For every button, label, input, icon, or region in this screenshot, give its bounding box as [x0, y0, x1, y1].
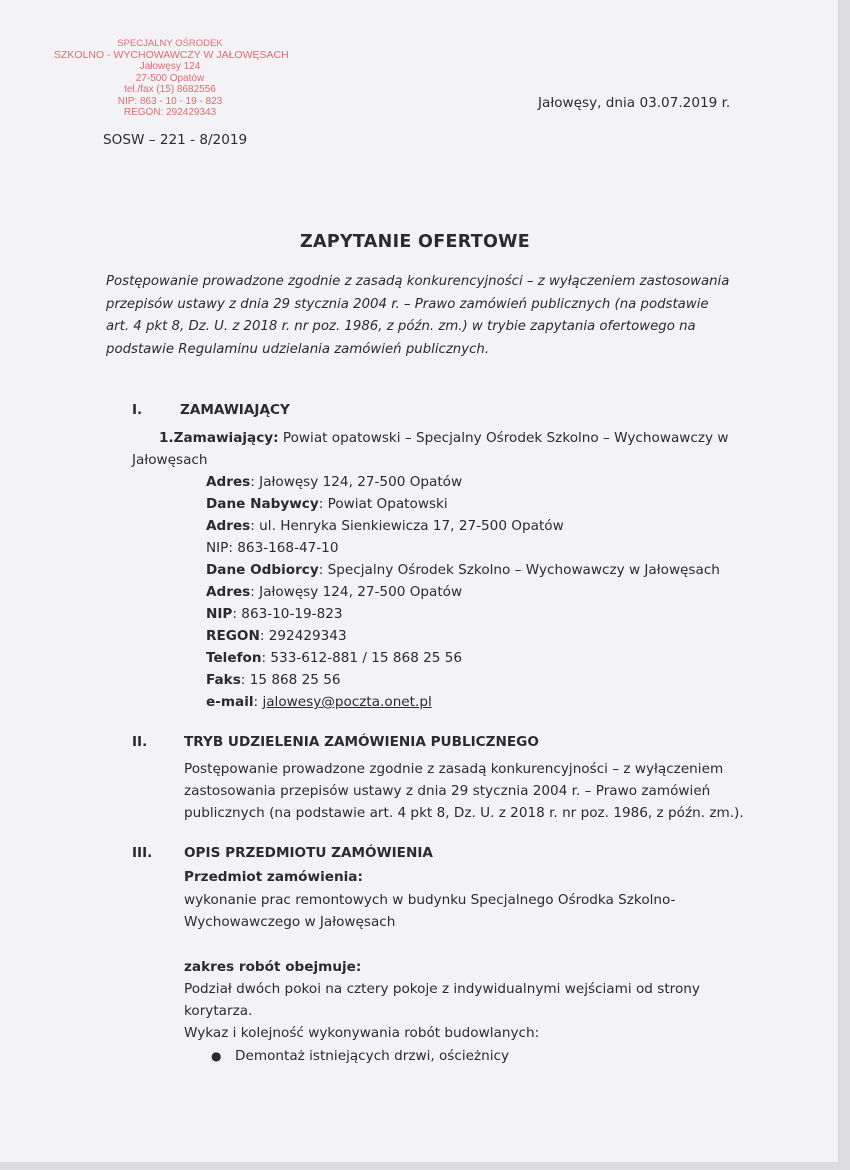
page-edge-bottom	[0, 1162, 850, 1170]
intro-line: art. 4 pkt 8, Dz. U. z 2018 r. nr poz. 1986, z późn. zm.) w trybie zapytania ofertowego na	[106, 319, 696, 334]
field-value: : Powiat Opatowski	[318, 496, 448, 512]
email-link[interactable]: jalowesy@poczta.onet.pl	[262, 694, 432, 710]
info-row	[206, 669, 341, 691]
info-row	[206, 603, 343, 625]
field-label: Dane Odbiorcy	[206, 562, 319, 578]
field-value: Powiat opatowski – Specjalny Ośrodek Szkolno – Wychowawczy w	[278, 430, 729, 446]
bullet-icon: ●	[211, 1049, 222, 1063]
info-row	[206, 691, 432, 713]
section-title: OPIS PRZEDMIOTU ZAMÓWIENIA	[184, 845, 433, 861]
field-value: : 292429343	[259, 628, 347, 644]
paragraph-line: Podział dwóch pokoi na cztery pokoje z indywidualnymi wejściami od strony	[184, 981, 700, 997]
field-label: NIP	[206, 606, 233, 622]
info-row	[206, 581, 462, 603]
info-row	[206, 537, 338, 559]
info-row	[206, 559, 720, 581]
field-value: NIP: 863-168-47-10	[206, 540, 339, 556]
section-number: III.	[132, 845, 153, 861]
paragraph-line: publicznych (na podstawie art. 4 pkt 8, Dz. U. z 2018 r. nr poz. 1986, z późn. zm.).	[184, 805, 744, 821]
paragraph-line: Postępowanie prowadzone zgodnie z zasadą konkurencyjności – z wyłączeniem	[184, 761, 724, 777]
info-row	[206, 515, 564, 537]
paragraph-line: Wychowawczego w Jałowęsach	[184, 914, 396, 930]
info-row	[206, 493, 448, 515]
stamp-line: SPECJALNY OŚRODEK	[117, 38, 223, 49]
field-label: Telefon	[206, 650, 262, 666]
section-title: TRYB UDZIELENIA ZAMÓWIENIA PUBLICZNEGO	[184, 734, 539, 750]
field-value: : Jałowęsy 124, 27-500 Opatów	[250, 474, 463, 490]
field-label: Faks	[206, 672, 241, 688]
section-title: ZAMAWIAJĄCY	[180, 402, 290, 418]
field-label: e-mail	[206, 694, 254, 710]
paragraph-line: korytarza.	[184, 1003, 253, 1019]
field-label: Adres	[206, 474, 251, 490]
subject-label: Przedmiot zamówienia:	[184, 869, 363, 885]
intro-paragraph	[106, 271, 756, 361]
intro-line: podstawie Regulaminu udzielania zamówień publicznych.	[106, 341, 490, 357]
section-number: II.	[132, 734, 148, 750]
scope-label: zakres robót obejmuje:	[184, 959, 362, 975]
paragraph-line: wykonanie prac remontowych w budynku Specjalnego Ośrodka Szkolno-	[184, 892, 676, 908]
field-value: : 863-10-19-823	[232, 606, 343, 622]
stamp-line: 27-500 Opatów	[135, 72, 205, 84]
field-value: : 15 868 25 56	[240, 672, 341, 688]
field-value: : Specjalny Ośrodek Szkolno – Wychowawczy w Jałowęsach	[318, 562, 720, 578]
intro-line: Postępowanie prowadzone zgodnie z zasadą konkurencyjności – z wyłączeniem zastosowania	[106, 274, 730, 289]
field-label: Adres	[206, 518, 251, 534]
field-label: 1.Zamawiający:	[159, 430, 279, 446]
field-value: : 533-612-881 / 15 868 25 56	[261, 650, 463, 666]
paragraph-line: zastosowania przepisów ustawy z dnia 29 stycznia 2004 r. – Prawo zamówień	[184, 783, 711, 799]
stamp-line: REGON: 292429343	[123, 107, 217, 118]
info-row	[206, 647, 462, 669]
page-edge	[838, 0, 850, 1170]
field-separator: :	[253, 694, 263, 710]
info-row	[206, 625, 347, 647]
field-value: : Jałowęsy 124, 27-500 Opatów	[250, 584, 463, 600]
info-row	[206, 471, 462, 493]
stamp-line: NIP: 863 - 10 - 19 - 823	[117, 95, 223, 107]
list-intro: Wykaz i kolejność wykonywania robót budowlanych:	[184, 1025, 540, 1041]
intro-line: przepisów ustawy z dnia 29 stycznia 2004 r. – Prawo zamówień publicznych (na podstawie	[106, 296, 709, 312]
field-label: Adres	[206, 584, 251, 600]
field-value: : ul. Henryka Sienkiewicza 17, 27-500 Opatów	[250, 518, 564, 534]
document-title: ZAPYTANIE OFERTOWE	[300, 232, 531, 252]
contracting-party-line	[159, 427, 728, 449]
contracting-party-cont: Jałowęsach	[132, 452, 208, 468]
list-item: Demontaż istniejących drzwi, ościeżnicy	[235, 1048, 510, 1064]
field-label: REGON	[206, 628, 260, 644]
document-date: Jałowęsy, dnia 03.07.2019 r.	[538, 95, 731, 111]
stamp-line: Jałowęsy 124	[139, 61, 201, 72]
institution-stamp	[40, 38, 300, 119]
field-label: Dane Nabywcy	[206, 496, 319, 512]
stamp-line: tel./fax (15) 8682556	[124, 84, 216, 95]
stamp-line: SZKOLNO - WYCHOWAWCZY W JAŁOWĘSACH	[54, 48, 289, 61]
reference-number: SOSW – 221 - 8/2019	[103, 132, 248, 148]
section-number: I.	[132, 402, 143, 418]
